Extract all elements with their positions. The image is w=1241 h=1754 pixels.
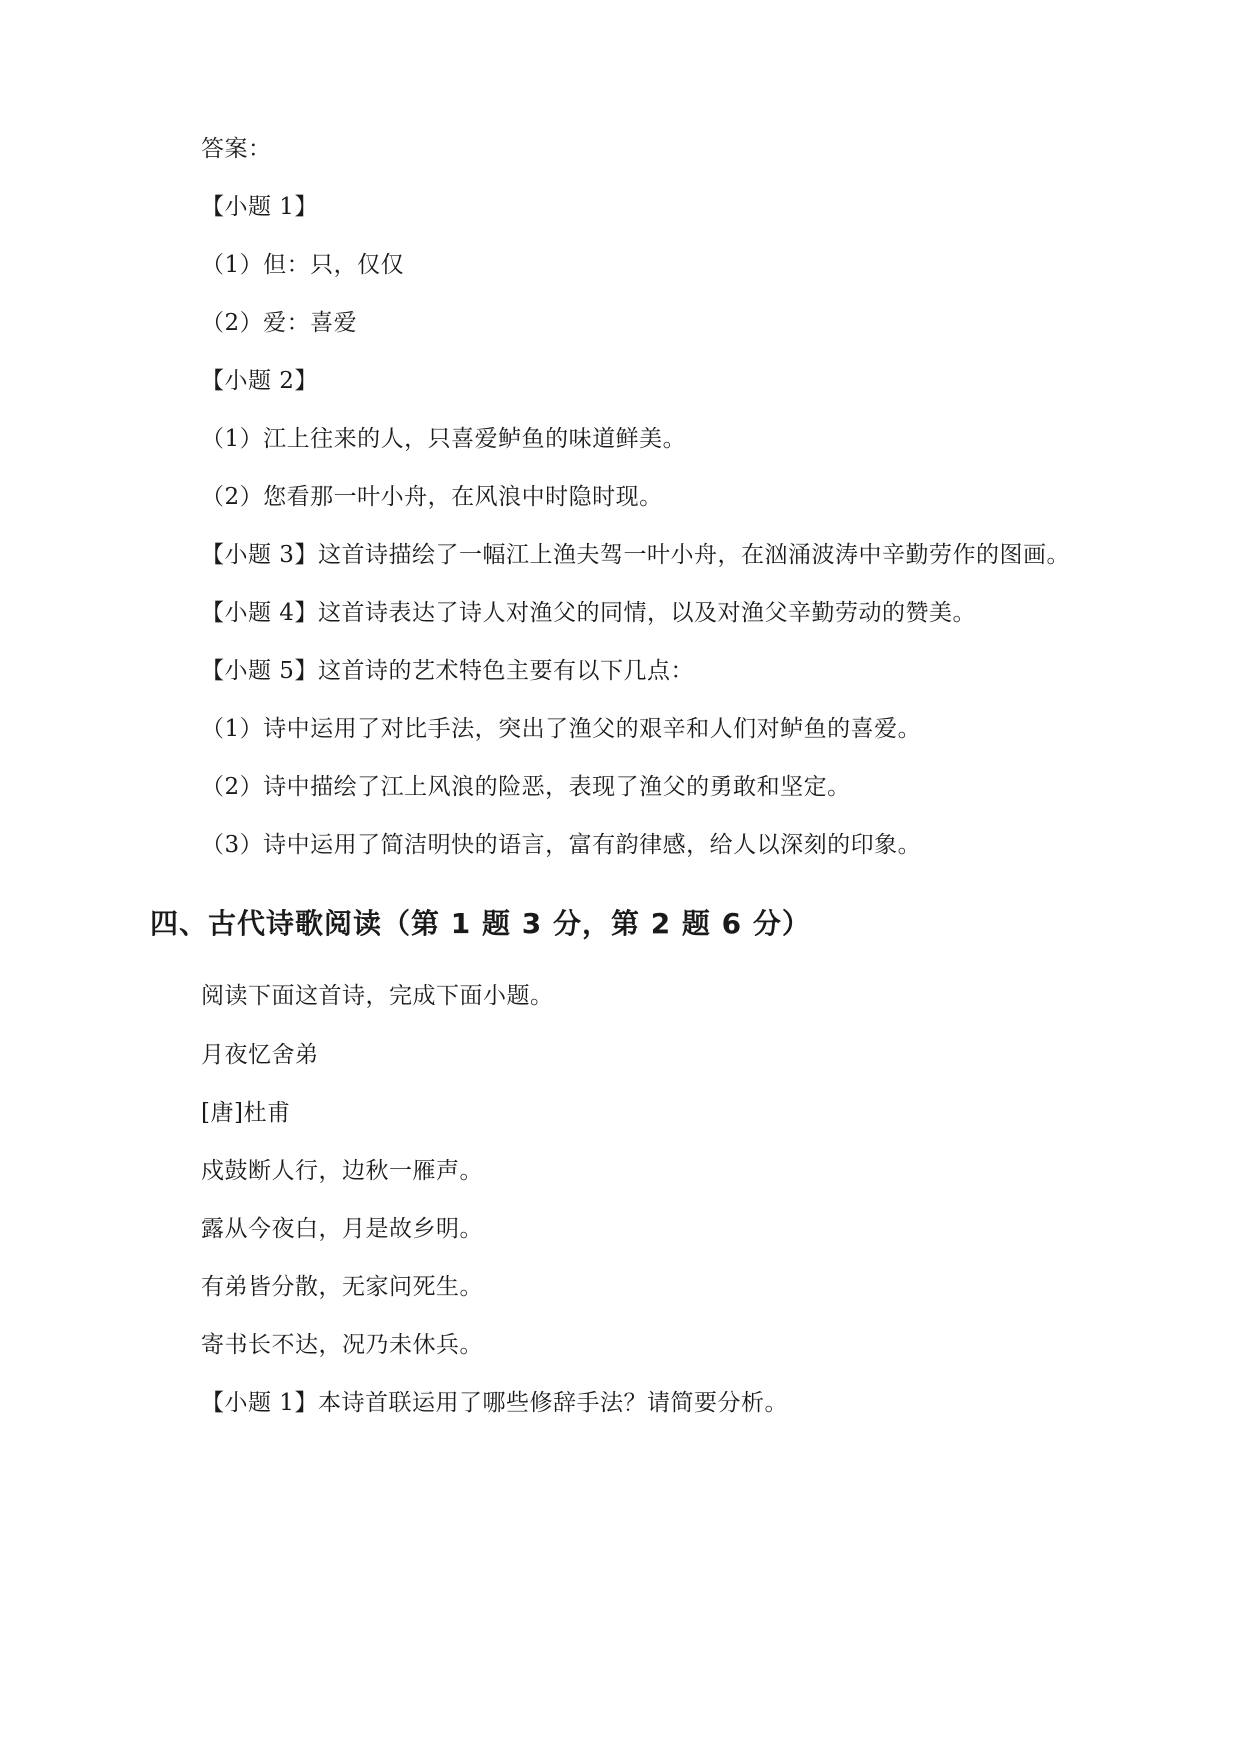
answer-q2-item-2: （2）您看那一叶小舟，在风浪中时隐时现。 [201, 484, 663, 510]
section-4-heading: 四、古代诗歌阅读（第 1 题 3 分，第 2 题 6 分） [150, 907, 811, 940]
poem-line-2: 露从今夜白，月是故乡明。 [201, 1216, 483, 1242]
section-4-q1: 【小题 1】本诗首联运用了哪些修辞手法？请简要分析。 [201, 1390, 788, 1416]
answer-q1-title: 【小题 1】 [201, 194, 318, 220]
poem-title: 月夜忆舍弟 [201, 1042, 319, 1068]
answer-q5-item-1: （1）诗中运用了对比手法，突出了渔父的艰辛和人们对鲈鱼的喜爱。 [201, 716, 922, 742]
answer-q5-item-3: （3）诗中运用了简洁明快的语言，富有韵律感，给人以深刻的印象。 [201, 832, 922, 858]
answer-label: 答案： [201, 136, 272, 162]
answer-q5-item-2: （2）诗中描绘了江上风浪的险恶，表现了渔父的勇敢和坚定。 [201, 774, 851, 800]
section-4-instruction: 阅读下面这首诗，完成下面小题。 [201, 983, 554, 1009]
poem-line-4: 寄书长不达，况乃未休兵。 [201, 1332, 483, 1358]
answer-q3: 【小题 3】这首诗描绘了一幅江上渔夫驾一叶小舟，在汹涌波涛中辛勤劳作的图画。 [201, 542, 1070, 568]
poem-author: [唐]杜甫 [201, 1100, 291, 1126]
answer-q2-title: 【小题 2】 [201, 368, 318, 394]
answer-q1-item-1: （1）但：只，仅仅 [201, 252, 405, 278]
answer-q4: 【小题 4】这首诗表达了诗人对渔父的同情，以及对渔父辛勤劳动的赞美。 [201, 600, 976, 626]
answer-q5: 【小题 5】这首诗的艺术特色主要有以下几点： [201, 658, 694, 684]
poem-line-1: 戍鼓断人行，边秋一雁声。 [201, 1158, 483, 1184]
poem-line-3: 有弟皆分散，无家问死生。 [201, 1274, 483, 1300]
answer-q1-item-2: （2）爱：喜爱 [201, 310, 358, 336]
answer-q2-item-1: （1）江上往来的人，只喜爱鲈鱼的味道鲜美。 [201, 426, 687, 452]
